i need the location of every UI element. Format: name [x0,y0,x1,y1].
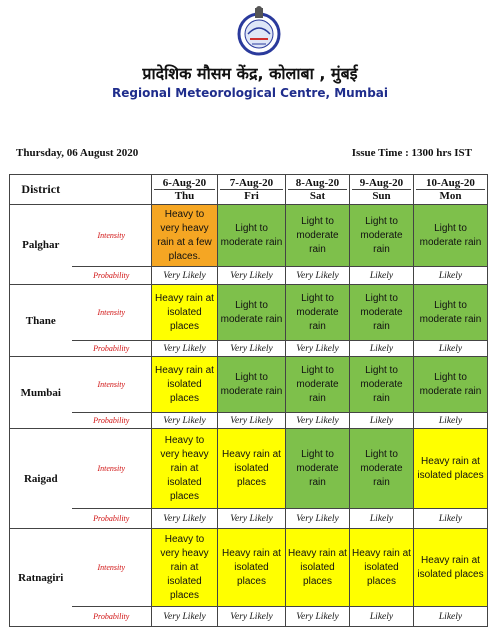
district-name: Palghar [10,205,72,285]
probability-label: Probability [72,267,152,285]
probability-cell: Very Likely [286,607,350,627]
header-row [10,175,488,205]
probability-row [10,509,488,529]
probability-label: Probability [72,341,152,357]
intensity-cell [218,285,286,341]
title-english: Regional Meteorological Centre, Mumbai [112,86,388,100]
intensity-cell [414,285,488,341]
probability-cell: Very Likely [286,267,350,285]
day-date: 8-Aug-20 [288,177,347,190]
intensity-cell [414,429,488,509]
intensity-row [10,285,488,341]
imd-emblem-icon [236,4,282,56]
probability-label: Probability [72,607,152,627]
probability-cell: Very Likely [218,341,286,357]
intensity-cell [350,285,414,341]
probability-row [10,607,488,627]
day-date: 10-Aug-20 [416,177,485,190]
probability-cell: Likely [350,341,414,357]
day-name: Sun [372,190,391,202]
day-header [286,175,350,205]
intensity-text: Light to moderate rain [296,364,339,404]
probability-label: Probability [72,413,152,429]
intensity-text: Light to moderate rain [360,292,403,332]
probability-cell: Very Likely [286,509,350,529]
probability-cell: Very Likely [152,607,218,627]
intensity-label: Intensity [72,285,152,341]
forecast-table [9,174,488,627]
intensity-cell [218,357,286,413]
probability-cell: Very Likely [218,413,286,429]
day-name: Mon [439,190,462,202]
intensity-cell [414,529,488,607]
day-header [152,175,218,205]
intensity-label: Intensity [72,429,152,509]
district-name: Mumbai [10,357,72,429]
intensity-text: Light to moderate rain [419,299,482,325]
probability-cell: Very Likely [218,607,286,627]
intensity-text: Light to moderate rain [296,448,339,488]
day-name: Sat [309,190,326,202]
probability-cell: Likely [414,509,488,529]
intensity-cell [152,529,218,607]
probability-cell: Very Likely [286,413,350,429]
intensity-text: Light to moderate rain [220,299,283,325]
intensity-text: Light to moderate rain [296,215,339,255]
intensity-text: Light to moderate rain [419,371,482,397]
intensity-cell [414,205,488,267]
probability-cell: Likely [414,267,488,285]
probability-cell: Very Likely [218,509,286,529]
day-header [414,175,488,205]
intensity-cell [218,529,286,607]
district-name: Thane [10,285,72,357]
intensity-text: Light to moderate rain [220,222,283,248]
intensity-text: Light to moderate rain [360,215,403,255]
intensity-cell [152,429,218,509]
intensity-cell [152,285,218,341]
probability-cell: Very Likely [152,413,218,429]
probability-cell: Very Likely [152,341,218,357]
intensity-cell [152,205,218,267]
intensity-cell [350,529,414,607]
intensity-row [10,357,488,413]
probability-cell: Very Likely [286,341,350,357]
intensity-text: Heavy to very heavy rain at isolated places [160,434,209,502]
probability-cell: Very Likely [218,267,286,285]
intensity-text: Light to moderate rain [360,448,403,488]
probability-cell: Very Likely [152,267,218,285]
intensity-text: Heavy rain at isolated places [222,448,281,488]
probability-cell: Likely [350,607,414,627]
intensity-text: Heavy rain at isolated places [352,547,411,587]
intensity-text: Heavy rain at isolated places [288,547,347,587]
intensity-text: Heavy rain at isolated places [155,364,214,404]
probability-row [10,267,488,285]
day-date: 9-Aug-20 [352,177,411,190]
intensity-label: Intensity [72,205,152,267]
intensity-cell [286,357,350,413]
intensity-cell [414,357,488,413]
probability-cell: Very Likely [152,509,218,529]
probability-cell: Likely [350,267,414,285]
intensity-cell [286,205,350,267]
intensity-text: Light to moderate rain [360,364,403,404]
title-hindi: प्रादेशिक मौसम केंद्र, कोलाबा , मुंबई [142,64,358,83]
probability-cell: Likely [414,341,488,357]
intensity-text: Light to moderate rain [296,292,339,332]
probability-row [10,341,488,357]
day-date: 7-Aug-20 [220,177,283,190]
intensity-text: Heavy rain at isolated places [417,455,484,481]
district-header: District [10,175,72,205]
day-name: Fri [244,190,259,202]
issue-time: Issue Time : 1300 hrs IST [351,147,472,159]
day-date: 6-Aug-20 [154,177,215,190]
intensity-row [10,205,488,267]
intensity-row [10,529,488,607]
intensity-text: Light to moderate rain [220,371,283,397]
intensity-cell [350,429,414,509]
intensity-text: Heavy rain at isolated places [155,292,214,332]
probability-row [10,413,488,429]
probability-cell: Likely [350,509,414,529]
intensity-row [10,429,488,509]
intensity-label: Intensity [72,357,152,413]
intensity-cell [286,529,350,607]
probability-cell: Likely [414,607,488,627]
day-header [350,175,414,205]
intensity-label: Intensity [72,529,152,607]
day-header [218,175,286,205]
intensity-text: Light to moderate rain [419,222,482,248]
day-name: Thu [174,190,195,202]
probability-cell: Likely [350,413,414,429]
probability-label: Probability [72,509,152,529]
intensity-cell [286,285,350,341]
intensity-text: Heavy rain at isolated places [417,554,484,580]
intensity-cell [286,429,350,509]
intensity-cell [218,205,286,267]
intensity-text: Heavy to very heavy rain at a few places. [157,208,212,262]
district-name: Raigad [10,429,72,529]
bulletin-date: Thursday, 06 August 2020 [16,147,139,159]
probability-cell: Likely [414,413,488,429]
intensity-cell [350,205,414,267]
intensity-text: Heavy to very heavy rain at isolated places [160,533,209,601]
intensity-cell [350,357,414,413]
intensity-cell [218,429,286,509]
intensity-cell [152,357,218,413]
intensity-text: Heavy rain at isolated places [222,547,281,587]
district-name: Ratnagiri [10,529,72,627]
